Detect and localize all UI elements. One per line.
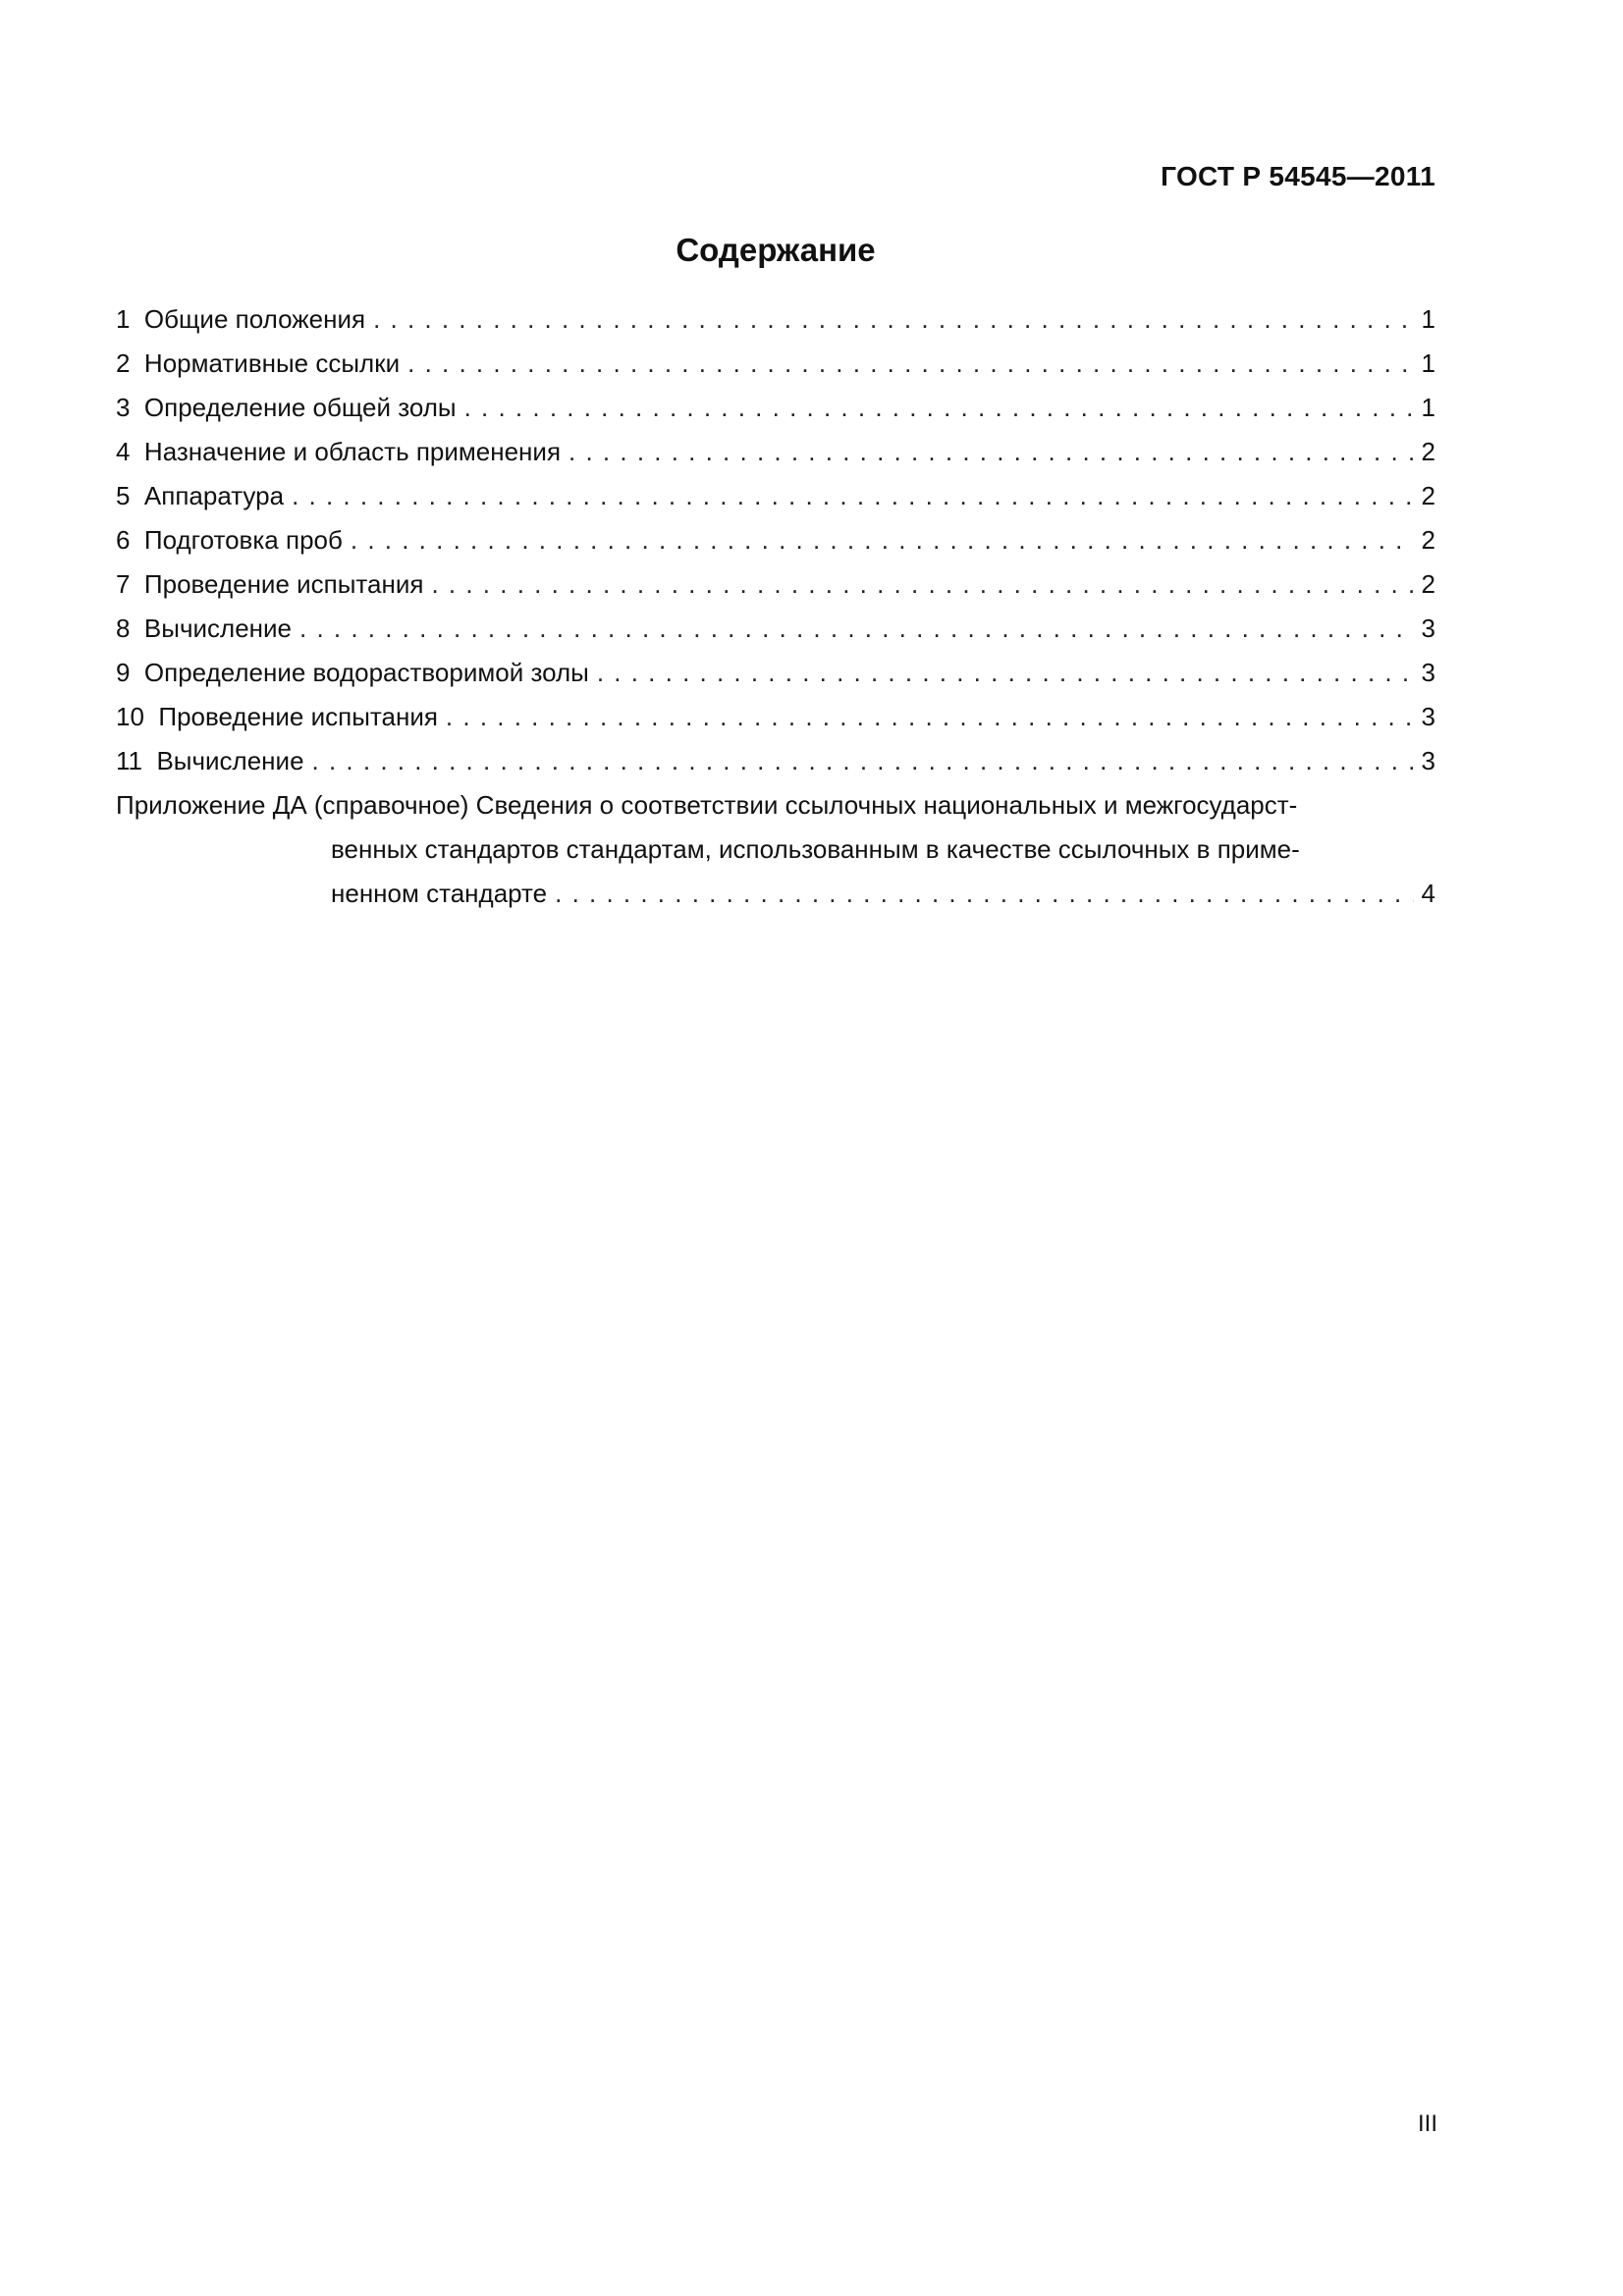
appendix-line-3-row — [116, 872, 1435, 916]
appendix-line-3: ненном стандарте — [331, 879, 548, 908]
toc-entry[interactable] — [116, 562, 1435, 607]
page-number: III — [1417, 2110, 1437, 2137]
toc-entry-number: 3 — [116, 393, 131, 422]
toc-entry-page: 2 — [1421, 437, 1435, 466]
toc-dot-leader — [464, 386, 1414, 430]
toc-entry-label: Проведение испытания — [143, 569, 424, 599]
toc-entry-number: 4 — [116, 437, 131, 466]
toc-entry[interactable] — [116, 342, 1435, 386]
toc-entry-page: 2 — [1421, 481, 1435, 510]
toc-entry-page: 3 — [1421, 658, 1435, 687]
toc-entry[interactable] — [116, 474, 1435, 518]
appendix-line-1: Приложение ДА (справочное) Сведения о соответствии ссылочных национальных и межгосударст- — [116, 790, 1298, 820]
toc-dot-leader — [568, 430, 1414, 474]
toc-entry-page: 2 — [1421, 569, 1435, 599]
toc-dot-leader — [597, 651, 1414, 695]
toc-appendix-entry[interactable] — [116, 783, 1435, 916]
toc-entry-number: 2 — [116, 348, 131, 378]
toc-entry-label: Определение водорастворимой золы — [143, 658, 589, 687]
toc-entry-number: 6 — [116, 525, 131, 555]
toc-entry[interactable] — [116, 695, 1435, 739]
toc-dot-leader — [299, 607, 1414, 651]
toc-entry-number: 10 — [116, 702, 144, 731]
toc-title: Содержание — [676, 232, 876, 268]
table-of-contents — [116, 297, 1435, 916]
toc-entry-number: 5 — [116, 481, 131, 510]
toc-entry-label: Вычисление — [143, 614, 292, 643]
appendix-line-2: венных стандартов стандартам, использованным в качестве ссылочных в приме- — [331, 834, 1300, 864]
toc-entry-label: Аппаратура — [143, 481, 285, 510]
document-code: ГОСТ Р 54545—2011 — [1161, 161, 1435, 191]
toc-entry-page: 2 — [1421, 525, 1435, 555]
toc-entry[interactable] — [116, 607, 1435, 651]
toc-entry-number: 9 — [116, 658, 131, 687]
toc-entry-page: 3 — [1421, 746, 1435, 775]
toc-entry[interactable] — [116, 430, 1435, 474]
toc-entry-page: 1 — [1421, 348, 1435, 378]
toc-entry[interactable] — [116, 386, 1435, 430]
toc-entry-number: 8 — [116, 614, 131, 643]
toc-entry-label: Проведение испытания — [158, 702, 438, 731]
toc-dot-leader — [351, 518, 1414, 562]
toc-dot-leader — [312, 739, 1414, 783]
toc-entry-page: 3 — [1421, 702, 1435, 731]
toc-entry-label: Назначение и область применения — [143, 437, 562, 466]
appendix-page: 4 — [1421, 879, 1435, 908]
toc-dot-leader — [431, 562, 1413, 607]
toc-entry-number: 7 — [116, 569, 131, 599]
toc-entry-number: 11 — [116, 746, 142, 775]
toc-entry[interactable] — [116, 518, 1435, 562]
toc-entry-label: Вычисление — [156, 746, 304, 775]
toc-dot-leader — [373, 297, 1413, 342]
toc-dot-leader — [407, 342, 1413, 386]
toc-entry-page: 1 — [1421, 393, 1435, 422]
toc-entry-label: Подготовка проб — [143, 525, 343, 555]
toc-entry-page: 1 — [1421, 304, 1435, 334]
toc-dot-leader — [446, 695, 1414, 739]
toc-entry-page: 3 — [1421, 614, 1435, 643]
toc-entry-label: Определение общей золы — [143, 393, 457, 422]
toc-entry-label: Общие положения — [143, 304, 366, 334]
toc-entry[interactable] — [116, 739, 1435, 783]
toc-entry[interactable] — [116, 651, 1435, 695]
toc-dot-leader — [555, 872, 1413, 916]
toc-dot-leader — [292, 474, 1413, 518]
toc-entry[interactable] — [116, 297, 1435, 342]
toc-entry-label: Нормативные ссылки — [143, 348, 401, 378]
toc-entry-number: 1 — [116, 304, 131, 334]
